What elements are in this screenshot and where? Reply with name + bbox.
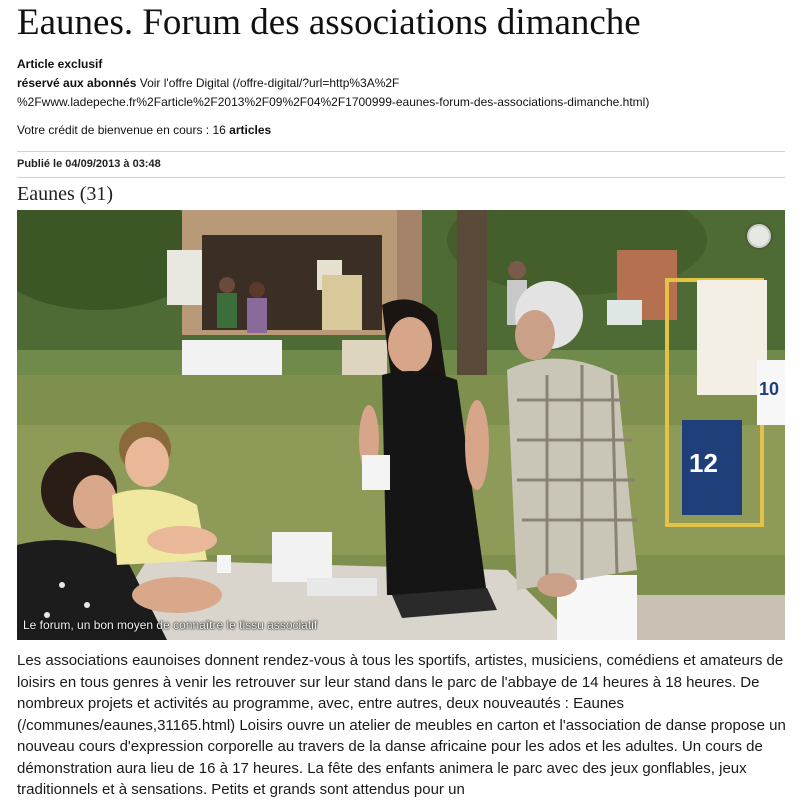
sign-number-12: 12 bbox=[689, 448, 718, 478]
digital-offer-link-url[interactable]: %2Fwww.ladepeche.fr%2Farticle%2F2013%2F09%2F04%2F1700999-eaunes-forum-des-associations-dimanche.html) bbox=[17, 95, 650, 109]
location-label: Eaunes (31) bbox=[17, 183, 114, 205]
credit-count-text: Votre crédit de bienvenue en cours : 16 bbox=[17, 123, 226, 137]
divider bbox=[17, 177, 785, 178]
exclusive-label: Article exclusif bbox=[17, 57, 103, 71]
article-body: Les associations eaunoises donnent rendez-vous à tous les sportifs, artistes, musiciens, comédiens et amateurs de loisirs en tous genres à venir les retrouver sur leur stand dans le parc de l'abbaye de 14 heures à 18 heures. De nombreux projets et activités au programme, avec, entre autres, deux nouveautés : Eaunes (/communes/eaunes,31165.html) Loisirs ouvre un atelier de meubles en carton et l'association de danse propose un nouveau cours d'expression corporelle au travers de la danse africaine pour les ados et les adultes. Un cours de démonstration aura lieu de 16 à 17 heures. La fête des enfants animera le parc avec des jeux gonflables, jeux traditionnels et à sensations. Petits et grands sont attendus pour un bbox=[17, 652, 786, 798]
zoom-icon[interactable] bbox=[747, 224, 771, 248]
reserved-label: réservé aux abonnés bbox=[17, 76, 137, 90]
photo-illustration bbox=[17, 210, 785, 640]
subscriber-offer bbox=[17, 55, 649, 112]
photo-caption: Le forum, un bon moyen de connaître le tissu associatif bbox=[23, 618, 318, 632]
article-title: Eaunes. Forum des associations dimanche bbox=[17, 2, 641, 43]
article-photo[interactable] bbox=[17, 210, 785, 640]
sign-number-10: 10 bbox=[759, 379, 780, 399]
publication-date: Publié le 04/09/2013 à 03:48 bbox=[17, 158, 161, 170]
welcome-credit bbox=[17, 123, 271, 137]
digital-offer-link[interactable]: Voir l'offre Digital (/offre-digital/?url=http%3A%2F bbox=[139, 76, 400, 90]
divider bbox=[17, 151, 785, 152]
credit-unit: articles bbox=[229, 123, 272, 137]
